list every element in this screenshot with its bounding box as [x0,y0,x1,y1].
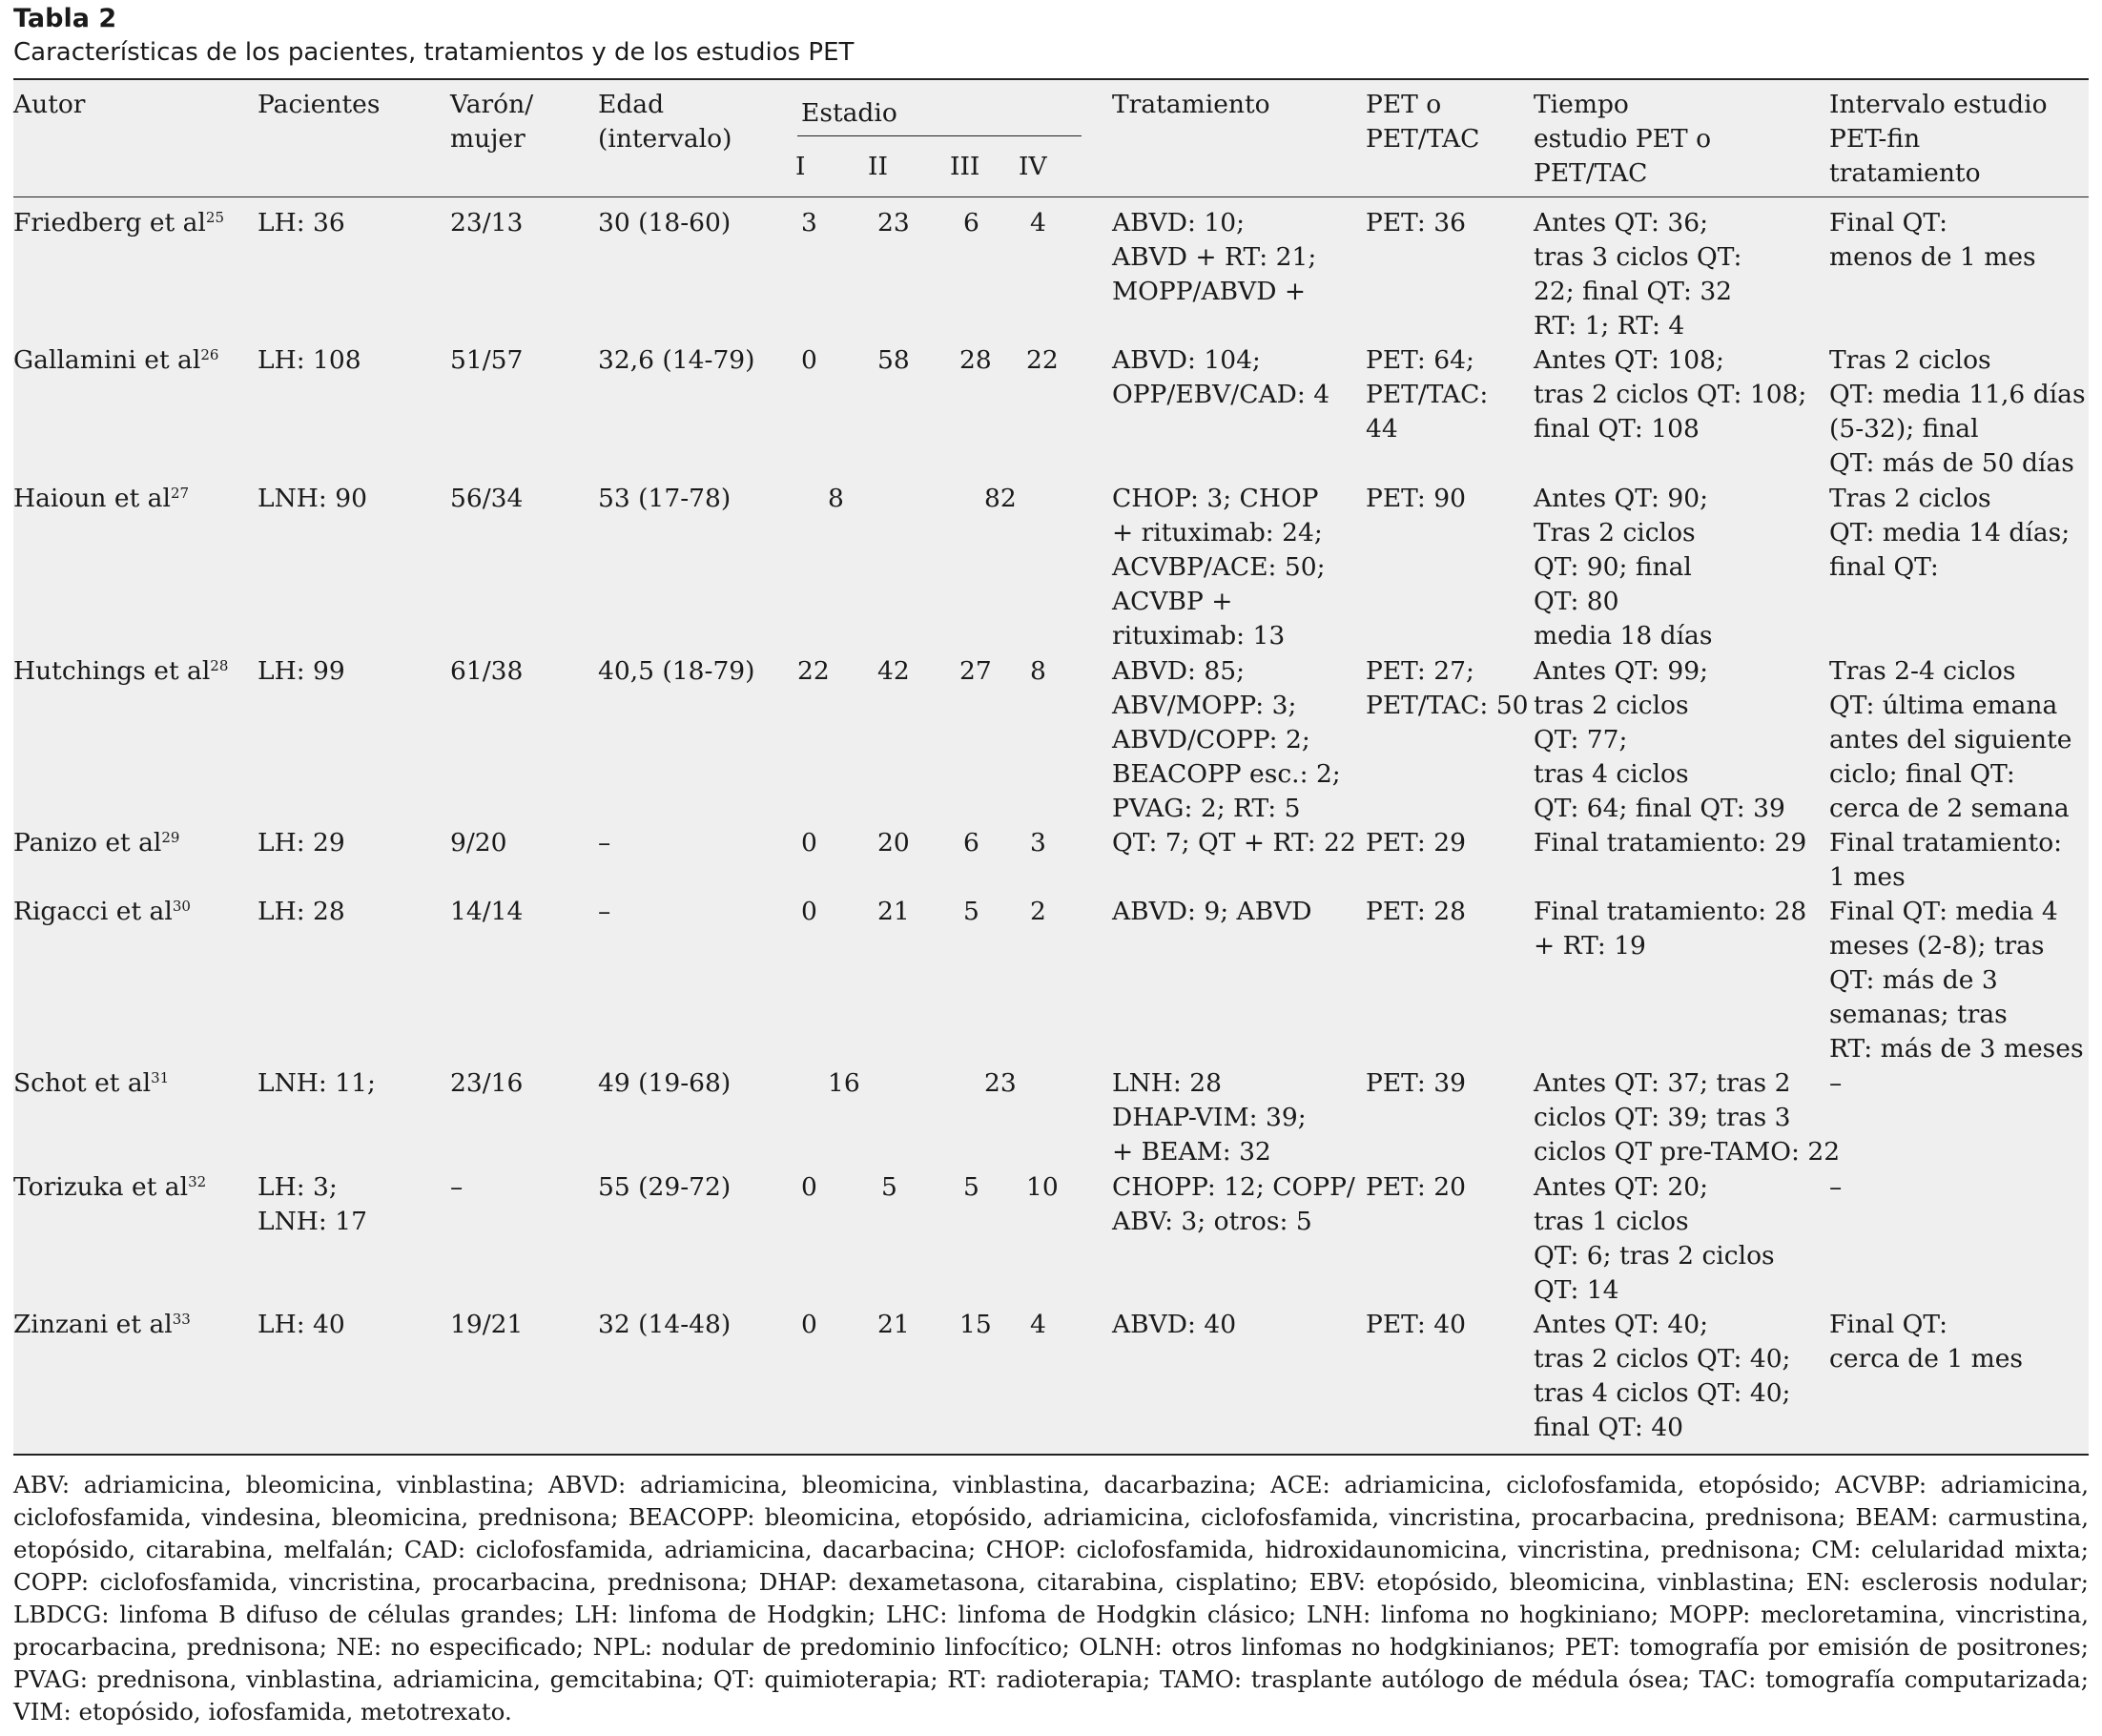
cell-tiempo: 22; final QT: 32 [1534,277,1733,306]
cell-edad: 30 (18-60) [598,208,732,238]
cell-tratamiento: MOPP/ABVD + [1112,277,1307,306]
cell-tratamiento: LNH: 28 [1112,1068,1222,1098]
cell-tiempo: RT: 1; RT: 4 [1534,311,1685,341]
cell-intervalo: QT: media 11,6 días [1829,380,2086,409]
cell-pacientes: LH: 99 [258,656,345,686]
header-sexo: mujer [450,124,526,154]
cell-intervalo: Tras 2-4 ciclos [1829,656,2016,686]
autor-reference: 33 [172,1311,191,1328]
cell-tratamiento: QT: 7; QT + RT: 22 [1112,828,1356,858]
header-edad: Edad [598,90,665,119]
cell-pet: PET: 90 [1366,484,1466,513]
cell-tratamiento: CHOP: 3; CHOP [1112,484,1319,513]
cell-pet: PET: 20 [1366,1172,1466,1202]
cell-estadio-1: 0 [801,897,817,926]
cell-intervalo: QT: última emana [1829,691,2058,720]
cell-intervalo: (5-32); final [1829,414,1979,444]
cell-estadio-4: 4 [1030,1310,1046,1339]
cell-edad: 32 (14-48) [598,1310,732,1339]
header-rule [13,196,2089,197]
cell-estadio-1: 0 [801,345,817,375]
cell-intervalo: QT: más de 3 [1829,965,1998,995]
cell-pacientes: LH: 28 [258,897,345,926]
cell-autor [13,1308,191,1342]
cell-estadio-2: 21 [877,1310,910,1339]
cell-pacientes: LH: 29 [258,828,345,858]
cell-edad: – [598,897,611,926]
cell-autor [13,482,189,516]
cell-pet: PET: 27; [1366,656,1474,686]
cell-pet: PET: 39 [1366,1068,1466,1098]
cell-tiempo: tras 2 ciclos QT: 40; [1534,1344,1791,1374]
autor-name: Panizo et al [13,828,162,858]
cell-pacientes: LNH: 17 [258,1207,367,1236]
cell-intervalo: antes del siguiente [1829,725,2072,754]
cell-intervalo: – [1829,1068,1843,1098]
header-tiempo: estudio PET o [1534,124,1712,154]
cell-sexo: 14/14 [450,897,524,926]
cell-estadio-4: 8 [1030,656,1046,686]
header-tiempo: PET/TAC [1534,158,1648,188]
cell-intervalo: Final tratamiento: [1829,828,2063,858]
autor-name: Gallamini et al [13,345,201,375]
cell-tiempo: tras 1 ciclos [1534,1207,1689,1236]
cell-estadio-2: 5 [881,1172,897,1202]
autor-reference: 30 [172,898,191,915]
header-estadio: Estadio [801,98,897,128]
cell-edad: 40,5 (18-79) [598,656,755,686]
cell-pacientes: LH: 3; [258,1172,338,1202]
cell-tiempo: QT: 90; final [1534,552,1692,582]
cell-pet: PET: 64; [1366,345,1474,375]
cell-estadio-2: 20 [877,828,910,858]
estadio-rule [797,135,1082,136]
autor-reference: 29 [161,829,180,846]
cell-tiempo: QT: 80 [1534,587,1619,616]
header-estadio-2: II [868,152,888,181]
autor-name: Hutchings et al [13,656,211,686]
cell-tratamiento: ABVD: 104; [1112,345,1261,375]
cell-intervalo: menos de 1 mes [1829,242,2036,272]
cell-intervalo: RT: más de 3 meses [1829,1034,2084,1064]
cell-pet: PET: 40 [1366,1310,1466,1339]
cell-autor [13,343,218,378]
cell-estadio-1: 0 [801,1310,817,1339]
cell-tratamiento: ABVD/COPP: 2; [1112,725,1310,754]
cell-tratamiento: OPP/EBV/CAD: 4 [1112,380,1330,409]
autor-reference: 27 [170,485,190,502]
cell-pacientes: LNH: 11; [258,1068,376,1098]
cell-estadio-4: 10 [1026,1172,1059,1202]
cell-pacientes: LH: 108 [258,345,361,375]
cell-intervalo: cerca de 2 semana [1829,794,2070,823]
cell-estadio-2: 21 [877,897,910,926]
cell-estadio-3: 15 [959,1310,992,1339]
cell-autor [13,206,224,240]
cell-estadio-1: 3 [801,208,817,238]
cell-sexo: 61/38 [450,656,524,686]
cell-tiempo: Antes QT: 20; [1534,1172,1709,1202]
cell-sexo: 19/21 [450,1310,524,1339]
cell-estadio-2: 58 [877,345,910,375]
autor-name: Zinzani et al [13,1310,173,1339]
cell-pet: PET/TAC: 50 [1366,691,1529,720]
header-estadio-1: I [795,152,806,181]
cell-tiempo: tras 4 ciclos QT: 40; [1534,1378,1791,1408]
cell-autor [13,826,179,860]
autor-name: Schot et al [13,1068,152,1098]
cell-tiempo: tras 4 ciclos [1534,759,1689,789]
cell-intervalo: Tras 2 ciclos [1829,484,1991,513]
table-background [13,78,2089,1456]
autor-name: Haioun et al [13,484,171,513]
cell-autor [13,895,191,929]
cell-pet: PET: 29 [1366,828,1466,858]
cell-tratamiento: rituximab: 13 [1112,621,1286,651]
cell-estadio-3: 28 [959,345,992,375]
cell-edad: 32,6 (14-79) [598,345,755,375]
cell-tratamiento: ABVD: 85; [1112,656,1245,686]
cell-pet: PET/TAC: [1366,380,1489,409]
table-footnote: ABV: adriamicina, bleomicina, vinblastina; ABVD: adriamicina, bleomicina, vinblastina, dacarbazina; ACE: adriamicina, ciclofosfamida, etopósido; ACVBP: adriamicina, ciclofosfamida, vindesina, bleomicina, prednisona; BEACOPP: bleomicina, etopósido, adriamicina, ciclofosfamida, vincristina, procarbacina, prednisona; BEAM: carmustina, etopósido, citarabina, melfalán; CAD: ciclofosfamida, adriamicina, dacarbacina; CHOP: ciclofosfamida, hidroxidaunomicina, vincristina, prednisona; CM: celularidad mixta; COPP: ciclofosfamida, vincristina, procarbacina, prednisona; DHAP: dexametasona, citarabina, cisplatino; EBV: etopósido, bleomicina, vinblastina; EN: esclerosis nodular; LBDCG: linfoma B difuso de células grandes; LH: linfoma de Hodgkin; LHC: linfoma de Hodgkin clásico; LNH: linfoma no hogkiniano; MOPP: mecloretamina, vincristina, procarbacina, prednisona; NE: no especificado; NPL: nodular de predominio linfocítico; OLNH: otros linfomas no hodgkinianos; PET: tomografía por emisión de positrones; PVAG: prednisona, vinblastina, adriamicina, gemcitabina; QT: quimioterapia; RT: radioterapia; TAMO: trasplante autólogo de médula ósea; TAC: tomografía computarizada; VIM: etopósido, iofosfamida, metotrexato. [13,1471,2089,1726]
cell-estadio-3: 27 [959,656,992,686]
cell-estadio-2: 23 [877,208,910,238]
cell-intervalo: Final QT: media 4 [1829,897,2058,926]
cell-pacientes: LH: 36 [258,208,345,238]
cell-tratamiento: BEACOPP esc.: 2; [1112,759,1341,789]
autor-reference: 32 [188,1173,207,1190]
cell-estadio-2: 42 [877,656,910,686]
cell-sexo: 51/57 [450,345,524,375]
cell-tiempo: tras 3 ciclos QT: [1534,242,1742,272]
cell-tiempo: tras 2 ciclos [1534,691,1689,720]
cell-sexo: 56/34 [450,484,524,513]
cell-estadio-3: 6 [963,208,979,238]
cell-tiempo: media 18 días [1534,621,1713,651]
cell-intervalo: Tras 2 ciclos [1829,345,1991,375]
header-tratamiento: Tratamiento [1112,90,1270,119]
cell-estadio-3: 6 [963,828,979,858]
cell-intervalo: QT: media 14 días; [1829,518,2071,548]
cell-sexo: – [450,1172,464,1202]
cell-tratamiento: + BEAM: 32 [1112,1137,1271,1167]
cell-sexo: 23/16 [450,1068,524,1098]
header-intervalo: tratamiento [1829,158,1981,188]
cell-intervalo: ciclo; final QT: [1829,759,2015,789]
cell-tiempo: Antes QT: 36; [1534,208,1709,238]
cell-tiempo: QT: 77; [1534,725,1628,754]
cell-tiempo: ciclos QT: 39; tras 3 [1534,1103,1791,1132]
cell-pet: 44 [1366,414,1398,444]
cell-estadio-4: 22 [1026,345,1059,375]
cell-intervalo: meses (2-8); tras [1829,931,2045,961]
cell-intervalo: – [1829,1172,1843,1202]
cell-sexo: 9/20 [450,828,507,858]
header-edad: (intervalo) [598,124,732,154]
cell-intervalo: semanas; tras [1829,1000,2008,1029]
cell-intervalo: Final QT: [1829,208,1948,238]
cell-tiempo: QT: 14 [1534,1275,1619,1305]
cell-estadio-merged: 16 [828,1068,860,1098]
cell-tratamiento: ABV/MOPP: 3; [1112,691,1297,720]
table-label: Tabla 2 [13,4,117,33]
header-intervalo: PET-fin [1829,124,1921,154]
cell-tratamiento: ABVD: 10; [1112,208,1245,238]
cell-tiempo: final QT: 40 [1534,1413,1683,1442]
cell-tiempo: Antes QT: 40; [1534,1310,1709,1339]
header-pet: PET o [1366,90,1442,119]
autor-reference: 28 [210,657,229,674]
cell-autor [13,654,228,689]
autor-name: Friedberg et al [13,208,206,238]
cell-sexo: 23/13 [450,208,524,238]
cell-estadio-4: 3 [1030,828,1046,858]
cell-tratamiento: + rituximab: 24; [1112,518,1323,548]
cell-edad: 53 (17-78) [598,484,732,513]
cell-tiempo: Antes QT: 99; [1534,656,1709,686]
cell-tiempo: + RT: 19 [1534,931,1646,961]
cell-intervalo: QT: más de 50 días [1829,448,2074,478]
cell-pacientes: LH: 40 [258,1310,345,1339]
cell-tratamiento: ABVD: 9; ABVD [1112,897,1312,926]
cell-estadio-1: 22 [797,656,830,686]
cell-tiempo: ciclos QT pre-TAMO: 22 [1534,1137,1841,1167]
cell-edad: 55 (29-72) [598,1172,732,1202]
autor-reference: 26 [200,346,219,363]
cell-tratamiento: ABVD + RT: 21; [1112,242,1317,272]
cell-tratamiento: PVAG: 2; RT: 5 [1112,794,1301,823]
cell-tiempo: Antes QT: 37; tras 2 [1534,1068,1791,1098]
cell-intervalo: 1 mes [1829,862,1906,892]
cell-tiempo: final QT: 108 [1534,414,1700,444]
cell-autor [13,1170,206,1205]
cell-tratamiento: ACVBP + [1112,587,1233,616]
cell-pet: PET: 28 [1366,897,1466,926]
cell-estadio-merged: 23 [984,1068,1017,1098]
cell-tiempo: Final tratamiento: 29 [1534,828,1807,858]
cell-tiempo: Final tratamiento: 28 [1534,897,1807,926]
cell-tiempo: QT: 64; final QT: 39 [1534,794,1785,823]
cell-tratamiento: ABV: 3; otros: 5 [1112,1207,1312,1236]
cell-estadio-4: 2 [1030,897,1046,926]
cell-estadio-merged: 82 [984,484,1017,513]
header-pacientes: Pacientes [258,90,381,119]
header-intervalo: Intervalo estudio [1829,90,2048,119]
cell-pacientes: LNH: 90 [258,484,367,513]
autor-name: Torizuka et al [13,1172,189,1202]
cell-estadio-3: 5 [963,897,979,926]
cell-tiempo: tras 2 ciclos QT: 108; [1534,380,1807,409]
cell-estadio-1: 0 [801,1172,817,1202]
cell-tratamiento: ACVBP/ACE: 50; [1112,552,1326,582]
cell-estadio-4: 4 [1030,208,1046,238]
cell-autor [13,1066,169,1101]
cell-tiempo: Antes QT: 108; [1534,345,1724,375]
cell-tiempo: QT: 6; tras 2 ciclos [1534,1241,1775,1271]
cell-tratamiento: CHOPP: 12; COPP/ [1112,1172,1355,1202]
cell-edad: 49 (19-68) [598,1068,732,1098]
cell-estadio-merged: 8 [828,484,844,513]
cell-intervalo: final QT: [1829,552,1939,582]
header-estadio-4: IV [1019,152,1047,181]
cell-pet: PET: 36 [1366,208,1466,238]
header-pet: PET/TAC [1366,124,1480,154]
cell-tratamiento: ABVD: 40 [1112,1310,1237,1339]
header-autor: Autor [13,90,86,119]
cell-intervalo: Final QT: [1829,1310,1948,1339]
header-estadio-3: III [950,152,980,181]
table-caption: Características de los pacientes, tratamientos y de los estudios PET [13,38,855,67]
header-tiempo: Tiempo [1534,90,1629,119]
autor-reference: 31 [151,1069,170,1086]
cell-tiempo: Antes QT: 90; [1534,484,1709,513]
cell-estadio-1: 0 [801,828,817,858]
cell-estadio-3: 5 [963,1172,979,1202]
cell-intervalo: cerca de 1 mes [1829,1344,2024,1374]
header-sexo: Varón/ [450,90,534,119]
cell-edad: – [598,828,611,858]
cell-tratamiento: DHAP-VIM: 39; [1112,1103,1307,1132]
autor-name: Rigacci et al [13,897,173,926]
autor-reference: 25 [205,209,225,226]
cell-tiempo: Tras 2 ciclos [1534,518,1696,548]
